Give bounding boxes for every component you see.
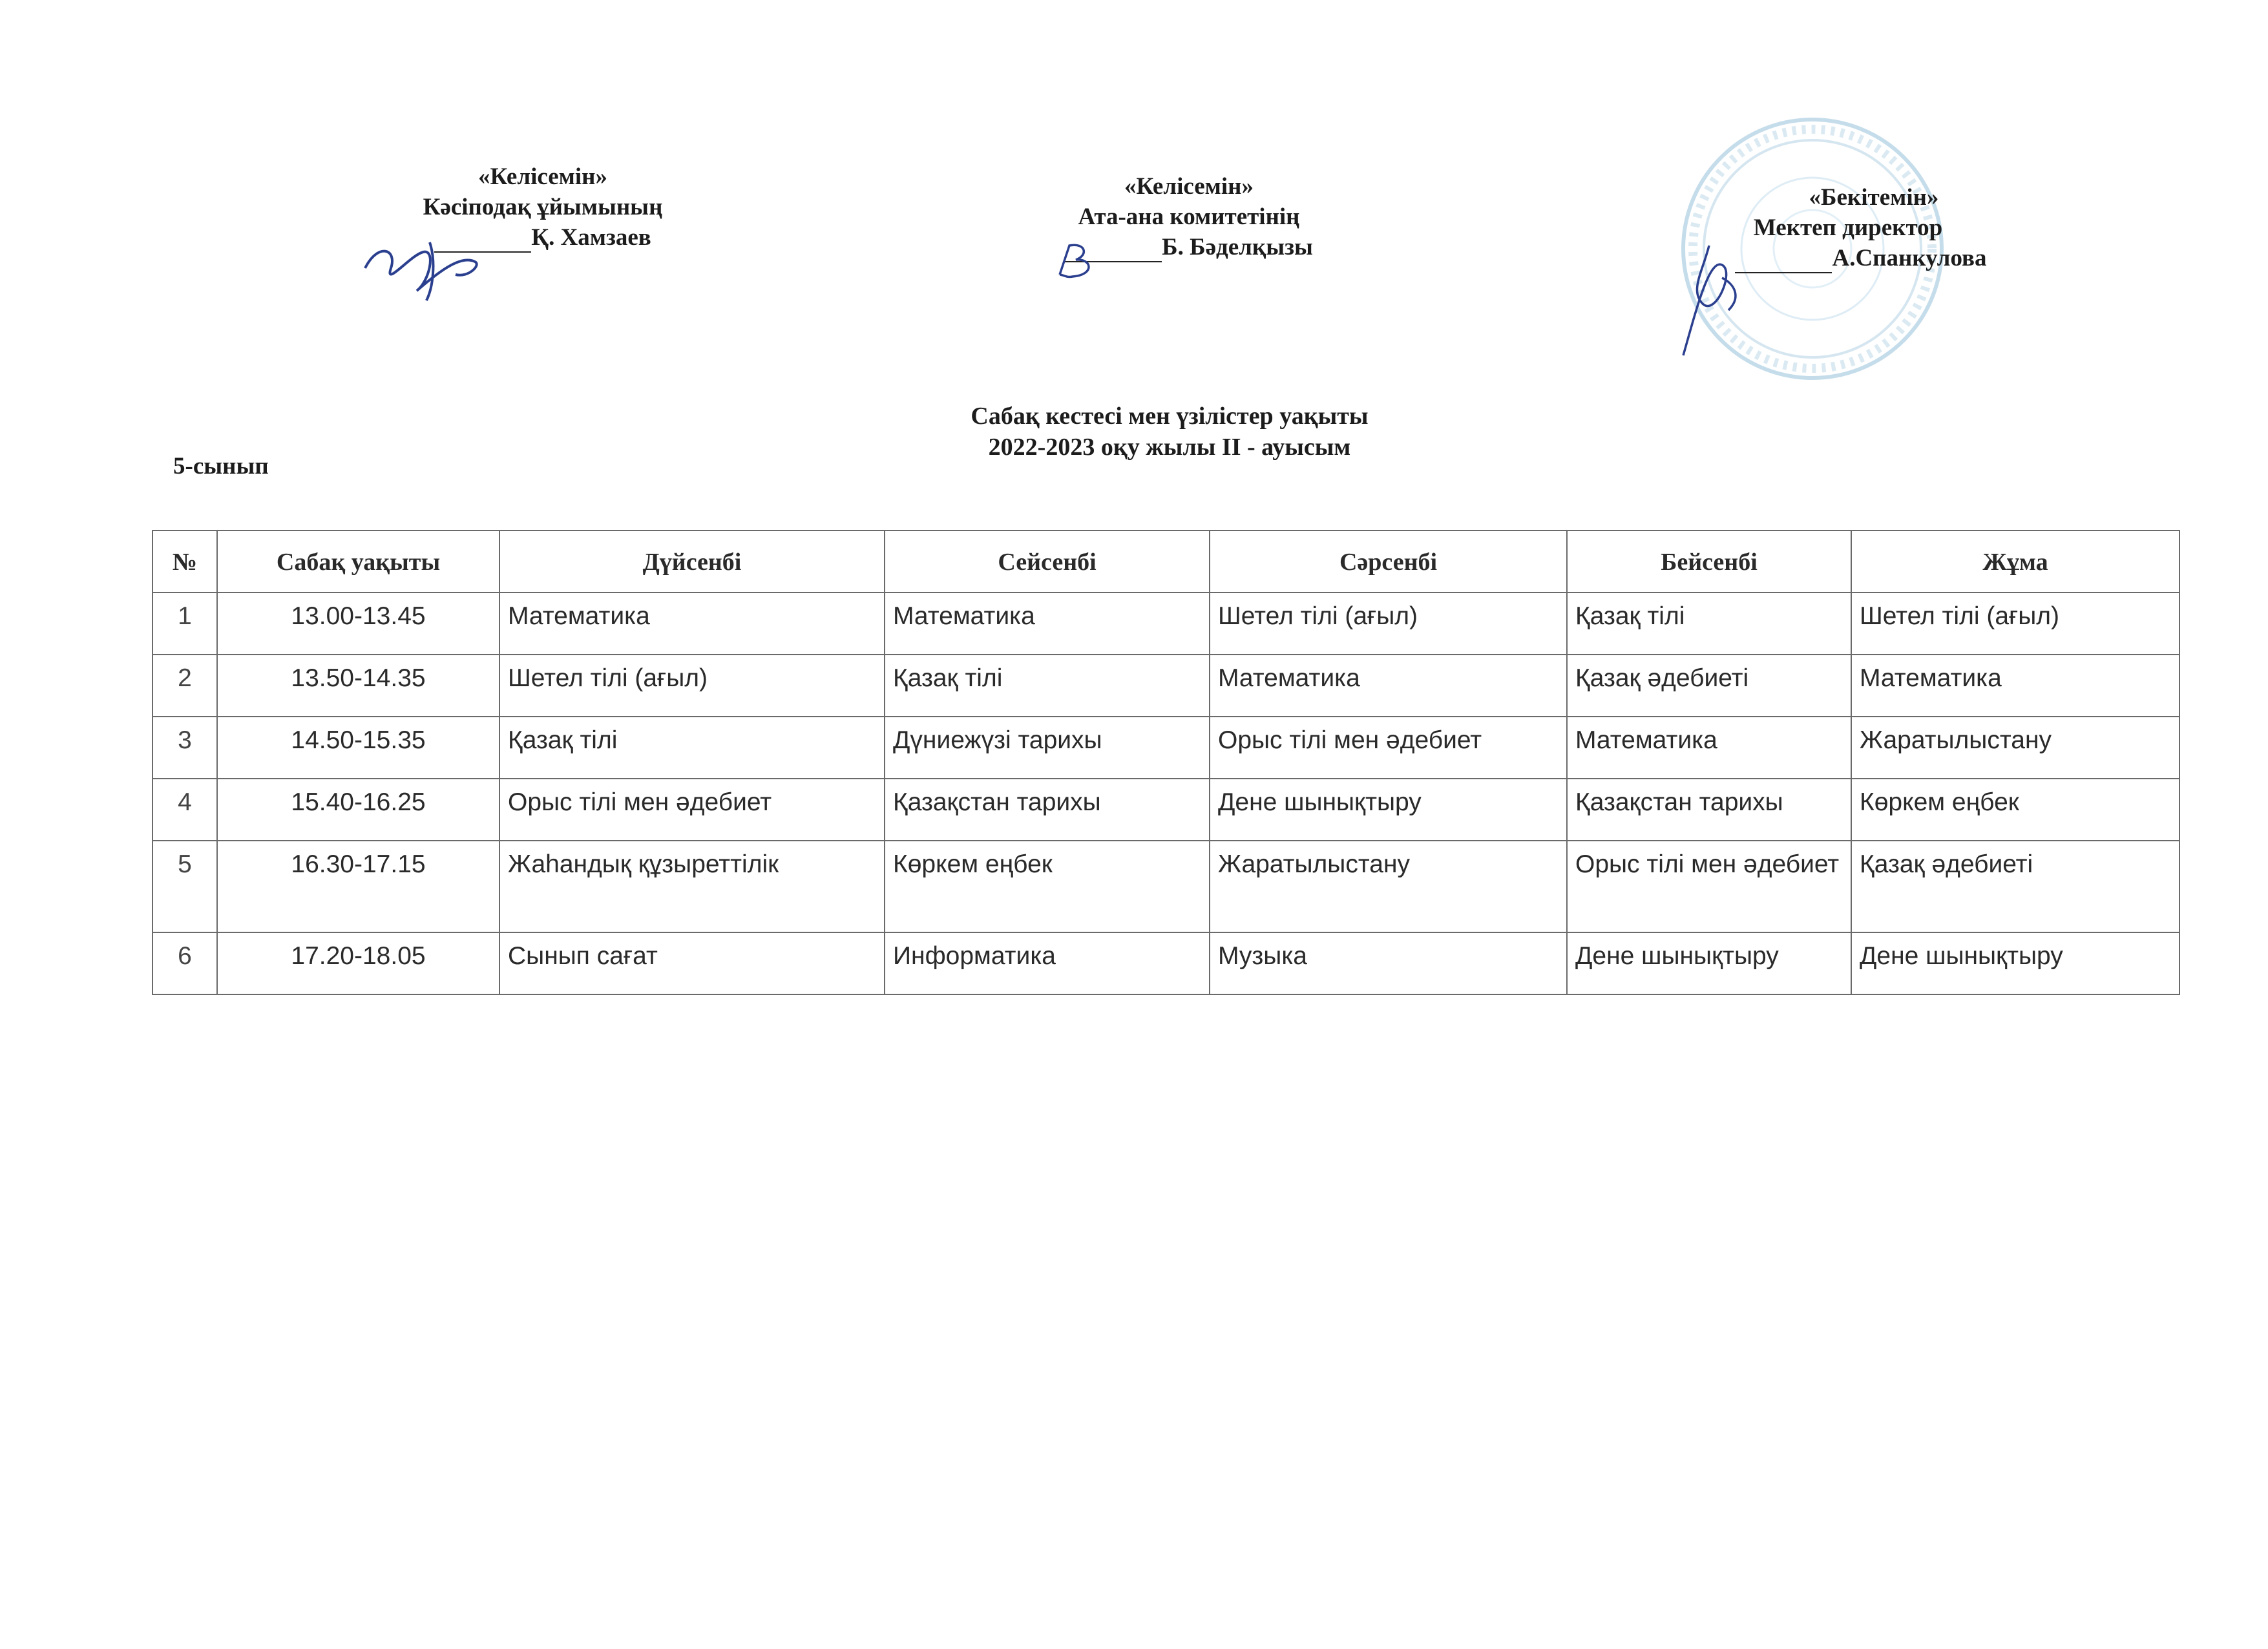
- cell-wednesday: Орыс тілі мен әдебиет: [1210, 717, 1567, 779]
- cell-tuesday: Математика: [885, 593, 1210, 655]
- cell-friday: Шетел тілі (ағыл): [1851, 593, 2179, 655]
- table-row: [152, 841, 2179, 932]
- class-label: 5-сынып: [173, 453, 269, 479]
- table-row: [152, 932, 2179, 994]
- cell-tuesday: Дүниежүзі тарихы: [885, 717, 1210, 779]
- signature-mark-1: [352, 229, 501, 307]
- cell-tuesday: Информатика: [885, 932, 1210, 994]
- cell-monday: Шетел тілі (ағыл): [499, 655, 885, 717]
- cell-thursday: Орыс тілі мен әдебиет: [1567, 841, 1851, 932]
- cell-wednesday: Шетел тілі (ағыл): [1210, 593, 1567, 655]
- cell-friday: Дене шынықтыру: [1851, 932, 2179, 994]
- cell-thursday: Қазақ әдебиеті: [1567, 655, 1851, 717]
- lesson-number: 4: [152, 779, 217, 841]
- cell-monday: Жаһандық құзыреттілік: [499, 841, 885, 932]
- cell-friday: Жаратылыстану: [1851, 717, 2179, 779]
- cell-thursday: Дене шынықтыру: [1567, 932, 1851, 994]
- approval-heading: «Келісемін»: [1124, 173, 1254, 200]
- lesson-number: 1: [152, 593, 217, 655]
- signature-mark-3: [1664, 233, 1767, 362]
- header-tuesday: Сейсенбі: [885, 530, 1210, 593]
- header-friday: Жұма: [1851, 530, 2179, 593]
- header-time: Сабақ уақыты: [217, 530, 499, 593]
- table-header-row: [152, 530, 2179, 593]
- lesson-time: 14.50-15.35: [217, 717, 499, 779]
- header-wednesday: Сәрсенбі: [1210, 530, 1567, 593]
- document-title: [0, 401, 2268, 463]
- cell-wednesday: Математика: [1210, 655, 1567, 717]
- table-row: [152, 655, 2179, 717]
- cell-thursday: Қазақстан тарихы: [1567, 779, 1851, 841]
- cell-monday: Қазақ тілі: [499, 717, 885, 779]
- title-line-1: Сабақ кестесі мен үзілістер уақыты: [971, 403, 1369, 430]
- approval-heading: «Келісемін»: [478, 163, 607, 190]
- lesson-time: 16.30-17.15: [217, 841, 499, 932]
- signatory-name: А.Спанкулова: [1832, 245, 1987, 271]
- lesson-time: 17.20-18.05: [217, 932, 499, 994]
- cell-monday: Математика: [499, 593, 885, 655]
- cell-tuesday: Қазақ тілі: [885, 655, 1210, 717]
- lesson-number: 2: [152, 655, 217, 717]
- signature-mark-2: [1040, 239, 1118, 284]
- approval-position: Ата-ана комитетінің: [1078, 204, 1300, 230]
- lesson-time: 15.40-16.25: [217, 779, 499, 841]
- lesson-number: 3: [152, 717, 217, 779]
- header-thursday: Бейсенбі: [1567, 530, 1851, 593]
- cell-tuesday: Қазақстан тарихы: [885, 779, 1210, 841]
- lesson-time: 13.00-13.45: [217, 593, 499, 655]
- cell-wednesday: Дене шынықтыру: [1210, 779, 1567, 841]
- cell-thursday: Математика: [1567, 717, 1851, 779]
- schedule-table: [152, 530, 2180, 995]
- cell-friday: Қазақ әдебиеті: [1851, 841, 2179, 932]
- cell-monday: Сынып сағат: [499, 932, 885, 994]
- signatory-name: Б. Бәделқызы: [1162, 234, 1313, 260]
- lesson-number: 5: [152, 841, 217, 932]
- table-row: [152, 717, 2179, 779]
- header-number: №: [152, 530, 217, 593]
- cell-friday: Математика: [1851, 655, 2179, 717]
- approval-position: Мектеп директор: [1753, 215, 1943, 241]
- cell-wednesday: Жаратылыстану: [1210, 841, 1567, 932]
- cell-thursday: Қазақ тілі: [1567, 593, 1851, 655]
- table-row: [152, 593, 2179, 655]
- cell-tuesday: Көркем еңбек: [885, 841, 1210, 932]
- header-monday: Дүйсенбі: [499, 530, 885, 593]
- lesson-number: 6: [152, 932, 217, 994]
- cell-wednesday: Музыка: [1210, 932, 1567, 994]
- approval-position: Кәсіподақ ұйымының: [423, 194, 663, 220]
- signatory-name: Қ. Хамзаев: [531, 224, 651, 251]
- table-row: [152, 779, 2179, 841]
- lesson-time: 13.50-14.35: [217, 655, 499, 717]
- approval-heading: «Бекітемін»: [1809, 184, 1939, 211]
- title-line-2: 2022-2023 оқу жылы II - ауысым: [988, 434, 1351, 461]
- cell-friday: Көркем еңбек: [1851, 779, 2179, 841]
- cell-monday: Орыс тілі мен әдебиет: [499, 779, 885, 841]
